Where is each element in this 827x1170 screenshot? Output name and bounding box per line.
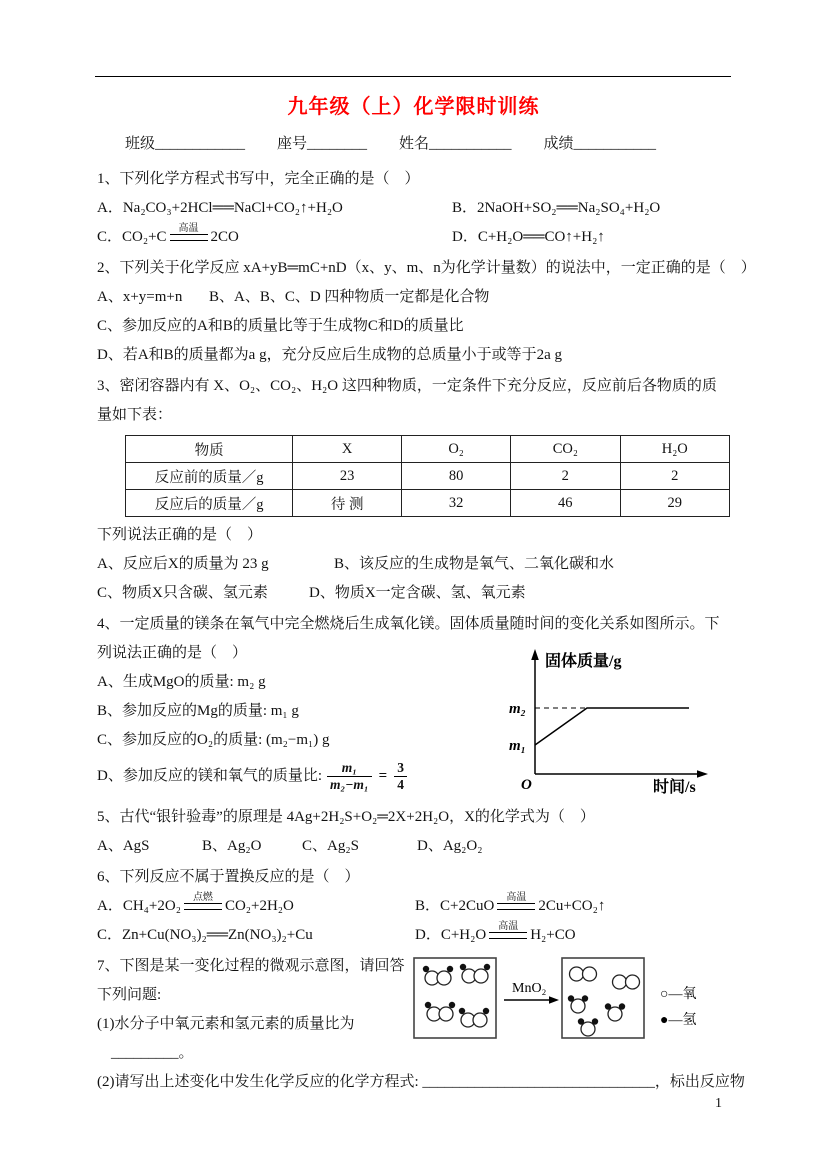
table-row-before-reaction	[126, 463, 730, 490]
question-6	[97, 863, 730, 950]
q5-option-a: A、AgS	[97, 838, 150, 854]
q3-option-d: D、物质X一定含碳、氢、氧元素	[309, 585, 526, 601]
page-number: 1	[715, 1096, 722, 1111]
q5-option-c: C、Ag₂S	[302, 838, 359, 854]
table-cell: 23	[293, 463, 402, 490]
table-cell: 2	[511, 463, 620, 490]
q7-row	[97, 952, 730, 1068]
q6-stem: 6、下列反应不属于置换反应的是（ ）	[97, 869, 360, 885]
condition-text: 高温	[506, 892, 527, 904]
h2o-molecule	[578, 1018, 598, 1036]
double-line-icon	[170, 234, 208, 241]
fraction-denominator: m₂−m₁	[327, 776, 372, 793]
mass-time-graph	[495, 642, 730, 801]
q1-option-c-label: C．	[97, 229, 123, 245]
h2o2-molecule	[427, 1007, 453, 1021]
table-cell: 32	[402, 490, 511, 517]
h2o2-molecule	[462, 969, 488, 983]
reaction-condition-line	[170, 223, 208, 241]
q6-option-b-label: B．	[415, 898, 441, 914]
q7-sub2: (2)请写出上述变化中发生化学反应的化学方程式: _______________________________，标出反应物	[97, 1074, 745, 1090]
q6-options	[97, 892, 730, 950]
graph-ylabel: 固体质量/g	[545, 653, 622, 670]
table-cell: 80	[402, 463, 511, 490]
equals-sign: =	[378, 768, 388, 784]
header-rule	[95, 76, 731, 77]
question-1	[97, 165, 730, 252]
o2-molecule	[613, 975, 640, 989]
q5-stem: 5、古代“银针验毒”的原理是 4Ag+2H₂S+O₂═2X+2H₂O，X的化学式为（ ）	[97, 809, 595, 825]
q6-option-d-reactants: C+H₂O	[440, 927, 487, 943]
table-cell: H₂O	[620, 436, 729, 463]
q7-text-column	[97, 952, 412, 1068]
q6-option-d	[415, 921, 730, 950]
double-line-icon	[489, 932, 527, 939]
worksheet-title: 九年级（上）化学限时训练	[287, 96, 540, 118]
reaction-arrow	[504, 996, 559, 1004]
q6-option-b-products: 2Cu+CO₂↑	[538, 898, 606, 914]
q3-option-a: A、反应后X的质量为 23 g	[97, 556, 269, 572]
origin-label: O	[521, 777, 532, 793]
fraction-numerator: 3	[397, 759, 404, 775]
q1-option-a: A．Na₂CO₃+2HCl══NaCl+CO₂↑+H₂O	[97, 200, 343, 216]
q3-option-b: B、该反应的生成物是氧气、二氧化碳和水	[334, 556, 615, 572]
q2-option-c: C、参加反应的A和B的质量比等于生成物C和D的质量比	[97, 318, 464, 334]
q4-stem: 4、一定质量的镁条在氧气中完全燃烧后生成氧化镁。固体质量随时间的变化关系如图所示。下列说法正确的是（ ）	[97, 616, 720, 661]
table-cell: 反应前的质量／g	[126, 463, 293, 490]
q6-option-b-reactants: C+2CuO	[440, 898, 495, 914]
condition-text: 高温	[498, 921, 519, 933]
catalyst-label: MnO₂	[512, 981, 547, 996]
q4-option-d-text: D、参加反应的镁和氧气的质量比:	[97, 768, 323, 784]
oxygen-legend: ○—氧	[660, 987, 697, 1002]
q2-option-a: A、x+y=m+n	[97, 289, 183, 305]
hydrogen-legend: ●—氢	[660, 1013, 697, 1028]
q4-option-a: A、生成MgO的质量: m₂ g	[97, 674, 266, 690]
m1-tick-label: m₁	[509, 738, 526, 754]
reaction-condition-line	[489, 921, 527, 939]
q1-option-d: D．C+H₂O══CO↑+H₂↑	[452, 229, 605, 245]
q5-options	[97, 832, 730, 861]
table-cell-substance: 物质	[126, 436, 293, 463]
question-3	[97, 372, 730, 608]
q2-option-d: D、若A和B的质量都为a g，充分反应后生成物的总质量小于或等于2a g	[97, 347, 562, 363]
question-4	[97, 610, 730, 801]
condition-text: 高温	[178, 223, 199, 235]
q3-options-ab	[97, 550, 730, 579]
table-cell: 29	[620, 490, 729, 517]
q6-option-d-products: H₂+CO	[530, 927, 576, 943]
q3-option-c: C、物质X只含碳、氢元素	[97, 585, 268, 601]
table-cell: 待 测	[293, 490, 402, 517]
q6-option-a-reactants: CH₄+2O₂	[122, 898, 181, 914]
q2-option-b: B、A、B、C、D 四种物质一定都是化合物	[209, 289, 490, 305]
question-5	[97, 803, 730, 861]
o2-molecule	[570, 967, 597, 981]
graph-xlabel: 时间/s	[653, 779, 696, 796]
h2o2-molecule	[461, 1013, 487, 1027]
table-row-after-reaction	[126, 490, 730, 517]
class-field: 班级____________	[125, 136, 246, 152]
q1-option-b: B．2NaOH+SO₂══Na₂SO₄+H₂O	[452, 200, 661, 216]
x-axis-arrow-icon	[697, 770, 708, 778]
q1-options	[97, 194, 730, 252]
table-cell: 反应后的质量／g	[126, 490, 293, 517]
q2-stem: 2、下列关于化学反应 xA+yB═mC+nD（x、y、m、n为化学计量数）的说法中，一定正确的是（ ）	[97, 260, 756, 276]
table-cell: 2	[620, 463, 729, 490]
q7-sub1-blank: _________。	[111, 1045, 194, 1061]
ratio-value-fraction	[394, 760, 407, 793]
q7-sub1: (1)水分子中氧元素和氢元素的质量比为	[97, 1016, 355, 1032]
double-line-icon	[497, 903, 535, 910]
score-field: 成绩___________	[543, 136, 657, 152]
q4-option-d	[97, 755, 495, 797]
q2-options-ab	[97, 283, 730, 312]
q4-options	[97, 668, 495, 801]
graph-svg	[495, 642, 730, 796]
mass-curve	[535, 708, 689, 745]
q6-option-b	[415, 892, 730, 921]
y-axis-arrow-icon	[531, 649, 539, 660]
q3-stem: 3、密闭容器内有 X、O₂、CO₂、H₂O 这四种物质，一定条件下充分反应，反应前后各物质的质量如下表：	[97, 378, 717, 423]
q6-option-d-label: D．	[415, 927, 441, 943]
h2o-molecule	[605, 1003, 625, 1021]
hydrogen-atoms	[459, 1008, 489, 1014]
h2o-molecule	[568, 995, 588, 1013]
q1-stem: 1、下列化学方程式书写中，完全正确的是（ ）	[97, 171, 420, 187]
q6-option-a-products: CO₂+2H₂O	[224, 898, 294, 914]
table-header-row	[126, 436, 730, 463]
q4-body	[97, 653, 730, 801]
reaction-condition-line	[184, 892, 222, 910]
hydrogen-atoms	[460, 964, 490, 970]
table-cell: X	[293, 436, 402, 463]
name-field: 姓名___________	[399, 136, 512, 152]
seat-field: 座号________	[277, 136, 368, 152]
q4-option-b: B、参加反应的Mg的质量: m₁ g	[97, 703, 299, 719]
micro-diagram	[412, 952, 730, 1051]
hydrogen-atoms	[425, 1002, 455, 1008]
q1-option-c-reactants: CO₂+C	[122, 229, 167, 245]
h2o2-molecule	[425, 971, 451, 985]
q1-option-c	[97, 223, 452, 252]
q3-options-cd	[97, 579, 730, 608]
q6-option-a-label: A．	[97, 898, 123, 914]
reaction-mass-table	[125, 435, 730, 517]
m2-tick-label: m₂	[509, 701, 526, 717]
q6-option-a	[97, 892, 415, 921]
condition-text: 点燃	[192, 892, 213, 904]
table-cell: O₂	[402, 436, 511, 463]
question-2	[97, 254, 756, 370]
q4-option-c: C、参加反应的O₂的质量: (m₂−m₁) g	[97, 732, 330, 748]
q5-option-d: D、Ag₂O₂	[417, 838, 483, 854]
student-info-line	[97, 130, 730, 159]
table-cell: 46	[511, 490, 620, 517]
fraction-numerator: m₁	[341, 759, 357, 775]
q1-option-c-products: 2CO	[210, 229, 239, 245]
q6-option-c: C．Zn+Cu(NO₃)₂══Zn(NO₃)₂+Cu	[97, 927, 313, 943]
q7-stem: 7、下图是某一变化过程的微观示意图，请回答下列问题:	[97, 958, 405, 1003]
double-line-icon	[184, 903, 222, 910]
question-7	[97, 952, 745, 1097]
fraction-denominator: 4	[394, 776, 407, 793]
mass-ratio-fraction	[327, 760, 372, 793]
hydrogen-atoms	[423, 966, 453, 972]
reaction-condition-line	[497, 892, 535, 910]
micro-diagram-svg	[412, 954, 730, 1046]
q5-option-b: B、Ag₂O	[202, 838, 262, 854]
table-cell: CO₂	[511, 436, 620, 463]
q3-after-table: 下列说法正确的是（ ）	[97, 527, 263, 543]
